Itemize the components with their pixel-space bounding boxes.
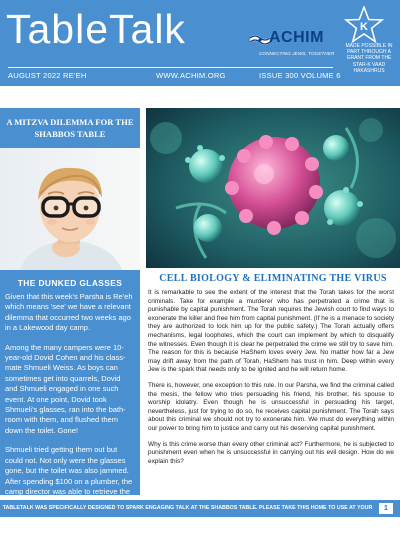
sidebar-heading <box>0 108 140 148</box>
story-paragraph: Among the many campers were 10-year-old Dovid Cohen and his class-mate Shmueli Weiss. As boys can sometimes get into quarrels, Dovid and Shmueli engaged in one such event. At one point, Dovid took Shmueli's glasses, ran into the bath-room with them, and flushed them down the toilet. Gone! <box>5 342 126 435</box>
article-paragraph: Why is this crime worse than every other criminal act? Furthermore, he is subjected to punishment even when he is unsuccessful in carrying out his evil design. How do we explain this? <box>148 440 394 465</box>
sidebar-heading-line1: A MITZVA DILEMMA FOR THE <box>6 117 134 127</box>
boy-with-glasses-image <box>0 148 140 270</box>
logo-tagline: CONNECTING JEWS, TOGETHER <box>259 51 335 56</box>
logo-name: ACHIM <box>269 29 324 46</box>
article-title: CELL BIOLOGY & ELIMINATING THE VIRUS <box>159 273 387 284</box>
website-link[interactable]: WWW.ACHIM.ORG <box>156 71 226 80</box>
footer-note: TABLETALK WAS SPECIFICALLY DESIGNED TO SPARK ENGAGING TALK AT THE SHABBOS TABLE. PLEASE TAKE THIS HOME TO USE AT YOUR TABLE. <box>2 505 373 528</box>
story-paragraph: Given that this week's Parsha is Re'eh which means 'see' we have a relevant dilemma that occurred two weeks ago in a Lakewood day camp. <box>5 292 133 333</box>
masthead <box>0 0 400 86</box>
newsletter-title: TableTalk <box>6 6 186 52</box>
grant-credit: MADE POSSIBLE IN PART THROUGH A GRANT FROM THE STAR-K VAAD HAKASHRUS <box>345 43 393 74</box>
dunked-glasses-story <box>0 270 140 495</box>
article-body <box>148 289 394 473</box>
article-paragraph: There is, however, one exception to this rule. In our Parsha, we find the criminal called the mesis, the fellow who tries persuading his friend, his brother, his spouse to worship idolatry. Even though he is unsuccessful in persuading his target, nevertheless, just for trying to do so, he receives capital punishment. The Torah says about this criminal we should not try to exonerate him. We must do everything within our power to bring him to justice and carry out his deserving capital punishment. <box>148 381 394 432</box>
achim-logo <box>249 29 335 65</box>
flag-hands-icon <box>249 32 271 48</box>
issue-number: ISSUE 300 VOLUME 6 <box>259 71 341 80</box>
story-body <box>5 292 135 495</box>
page-number: 1 <box>379 503 393 514</box>
story-paragraph: Shmueli tried getting them out but could not. Not only were the glasses gone, but the toilet was also jammed. After spending $100 on a plumber, the camp director was able to retrieve the <box>5 445 133 495</box>
article-paragraph: It is remarkable to see the extent of the interest that the Torah takes for the worst criminals. Take for example a murderer who has perpetrated a crime that is punishable by capital punishment. The Torah requires the Jewish court to find ways to exonerate the killer and free him from capital punishment. (If he is a menace to society they are authorized to lock him up for the public safety.) The Torah actually offers mechanisms, legal loopholes, which the court can implement by which to disqualify the witnesses. Even though it is clear he perpetrated the crime we still try to save him. The reason for this is because HaShem loves every Jew. No matter how far a Jew may drift away from the path of Torah, HaShem has trust in him. Deep within every Jew is the spark that needs only to be ignited and he will return home. <box>148 289 394 374</box>
story-title: THE DUNKED GLASSES <box>17 278 123 288</box>
footer <box>0 500 400 528</box>
badge-letter: K <box>360 21 368 33</box>
virus-cell-image <box>146 108 400 268</box>
masthead-divider <box>8 67 333 68</box>
sidebar-heading-line2: SHABBOS TABLE <box>34 129 106 139</box>
issue-date: AUGUST 2022 RE'EH <box>8 71 87 80</box>
star-k-icon <box>344 6 384 44</box>
